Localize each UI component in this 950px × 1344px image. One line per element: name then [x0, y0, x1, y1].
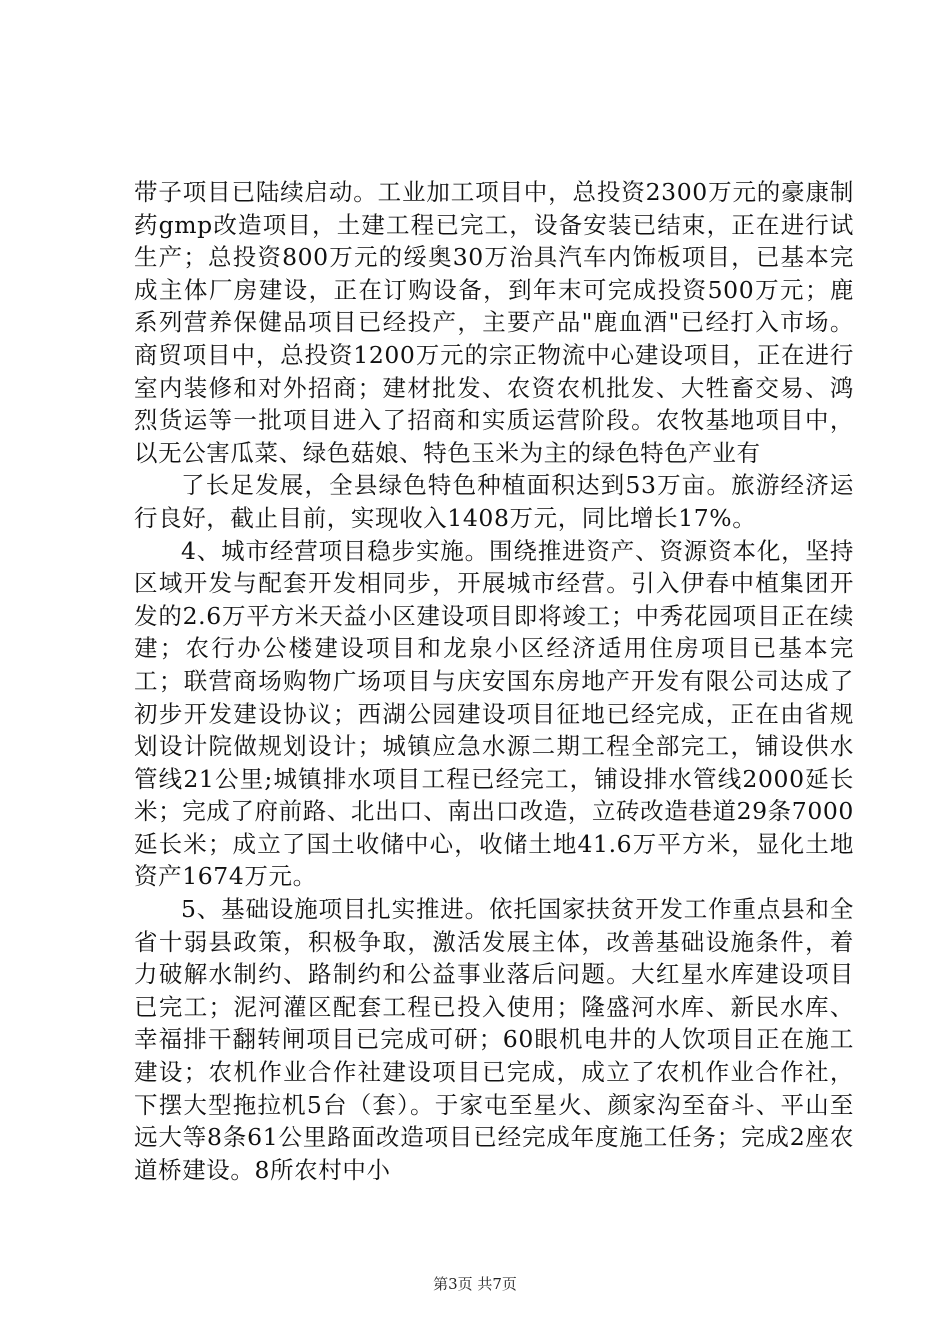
document-body [134, 176, 854, 1186]
paragraph-industrial-projects: 带子项目已陆续启动。工业加工项目中，总投资2300万元的豪康制药gmp改造项目，土建工程已完工，设备安装已结束，正在进行试生产；总投资800万元的绥奥30万治具汽车内饰板项目，已基本完成主体厂房建设，正在订购设备，到年末可完成投资500万元；鹿系列营养保健品项目已经投产，主要产品"鹿血酒"已经打入市场。商贸项目中，总投资1200万元的宗正物流中心建设项目，正在进行室内装修和对外招商；建材批发、农资农机批发、大牲畜交易、鸿烈货运等一批项目进入了招商和实质运营阶段。农牧基地项目中，以无公害瓜菜、绿色菇娘、特色玉米为主的绿色特色产业有 [134, 178, 854, 467]
paragraph-green-industry-tourism: 了长足发展，全县绿色特色种植面积达到53万亩。旅游经济运行良好，截止目前，实现收入1408万元，同比增长17%。 [134, 471, 854, 532]
paragraph-infrastructure: 5、基础设施项目扎实推进。依托国家扶贫开发工作重点县和全省十弱县政策，积极争取，激活发展主体，改善基础设施条件，着力破解水制约、路制约和公益事业落后问题。大红星水库建设项目已完工；泥河灌区配套工程已投入使用；隆盛河水库、新民水库、幸福排干翻转闸项目已完成可研；60眼机电井的人饮项目正在施工建设；农机作业合作社建设项目已完成，成立了农机作业合作社，下摆大型拖拉机5台（套）。于家屯至星火、颜家沟至奋斗、平山至远大等8条61公里路面改造项目已经完成年度施工任务；完成2座农道桥建设。8所农村中小 [134, 895, 854, 1184]
page-footer: 第3页 共7页 [433, 1275, 517, 1293]
paragraph-urban-operation: 4、城市经营项目稳步实施。围绕推进资产、资源资本化，坚持区域开发与配套开发相同步，开展城市经营。引入伊春中植集团开发的2.6万平方米天益小区建设项目即将竣工；中秀花园项目正在续建；农行办公楼建设项目和龙泉小区经济适用住房项目已基本完工；联营商场购物广场项目与庆安国东房地产开发有限公司达成了初步开发建设协议；西湖公园建设项目征地已经完成，正在由省规划设计院做规划设计；城镇应急水源二期工程全部完工，铺设供水管线21公里;城镇排水项目工程已经完工，铺设排水管线2000延长米；完成了府前路、北出口、南出口改造，立砖改造巷道29条7000延长米；成立了国土收储中心，收储土地41.6万平方米，显化土地资产1674万元。 [134, 536, 854, 891]
